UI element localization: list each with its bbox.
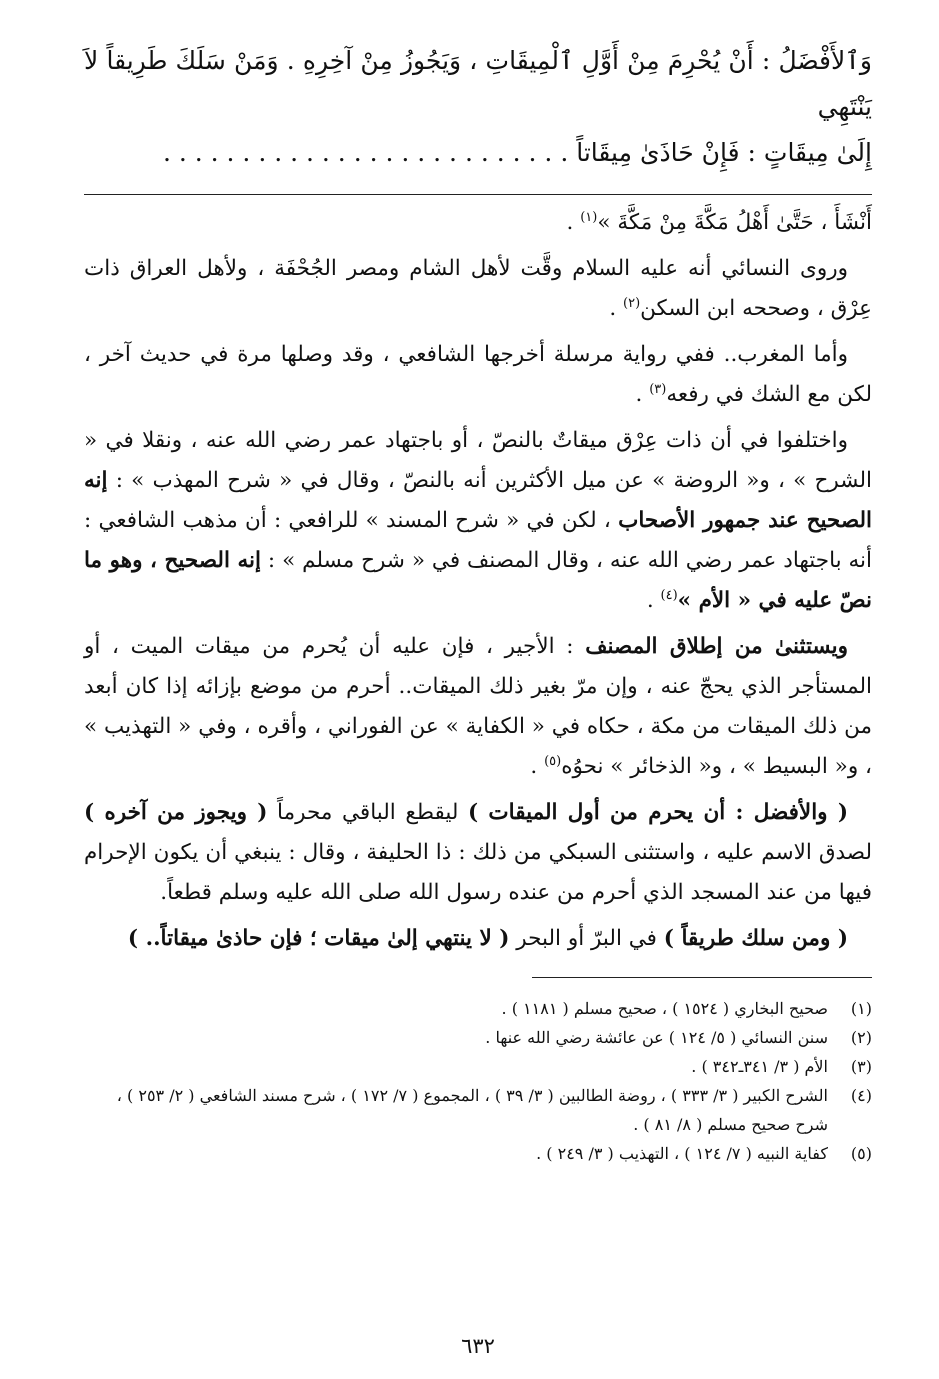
paragraph-text: وروى النسائي أنه عليه السلام وقَّت لأهل الشام ومصر الجُحْفَة ، ولأهل العراق ذات عِرْق ، وصححه ابن السكن bbox=[84, 256, 872, 321]
footnote-number: (٤) bbox=[850, 1086, 872, 1105]
footnote-item bbox=[84, 1081, 872, 1139]
footnotes bbox=[84, 994, 872, 1168]
matn-line-2 bbox=[84, 130, 872, 176]
bold-heading: ويستثنىٰ من إطلاق المصنف bbox=[585, 634, 848, 659]
footnote-item bbox=[84, 994, 872, 1023]
matn-divider bbox=[84, 194, 872, 195]
footnote-text: الشرح الكبير ( ٣/ ٣٣٣ ) ، روضة الطالبين ( ٣/ ٣٩ ) ، المجموع ( ٧/ ١٧٢ ) ، شرح مسند الشافعي ( ٢/ ٢٥٣ ) ، شرح صحيح مسلم ( ٨/ ٨١ ) . bbox=[116, 1086, 828, 1134]
commentary-paragraph-2 bbox=[84, 249, 872, 329]
footnote-number: (٣) bbox=[850, 1057, 872, 1076]
footnote-ref-2: (٢) bbox=[623, 295, 641, 311]
paragraph-end: . bbox=[646, 588, 661, 613]
footnote-item bbox=[84, 1023, 872, 1052]
commentary-paragraph-5 bbox=[84, 627, 872, 787]
paragraph-end: . bbox=[635, 382, 650, 407]
matn-quote: ( ومن سلك طريقاً ) bbox=[663, 926, 848, 951]
paragraph-end: . bbox=[530, 754, 545, 779]
footnote-ref-3: (٣) bbox=[649, 381, 667, 397]
footnote-number: (٥) bbox=[850, 1144, 872, 1163]
matn-line-2-text: إِلَىٰ مِيقَاتٍ : فَإِنْ حَاذَىٰ مِيقَاتاً . bbox=[560, 138, 872, 167]
matn-quote: ( ويجوز من آخره ) bbox=[84, 800, 268, 825]
footnote-text: الأم ( ٣/ ٣٤١ـ٣٤٢ ) . bbox=[691, 1057, 828, 1076]
commentary-paragraph-3 bbox=[84, 335, 872, 415]
matn-line-1: وَٱلأَفْضَلُ : أَنْ يُحْرِمَ مِنْ أَوَّلِ ٱلْمِيقَاتِ ، وَيَجُوزُ مِنْ آخِرِهِ . وَمَنْ سَلَكَ طَرِيقاً لاَ يَنْتَهِي bbox=[84, 46, 872, 121]
commentary-paragraph-4 bbox=[84, 421, 872, 621]
paragraph-text: ، لكن في « شرح المسند » للرافعي : أن مذهب الشافعي : أنه باجتهاد عمر رضي الله عنه ، وقال المصنف في « شرح مسلم » : bbox=[84, 508, 873, 573]
book-page bbox=[84, 38, 872, 1358]
page-number: ٦٣٢ bbox=[461, 1334, 495, 1358]
footnote-text: صحيح البخاري ( ١٥٢٤ ) ، صحيح مسلم ( ١١٨١ ) . bbox=[501, 999, 828, 1018]
paragraph-text: أَنْشَأَ ، حَتَّىٰ أَهْلُ مَكَّةَ مِنْ مَكَّةَ » bbox=[597, 210, 872, 235]
footnote-divider bbox=[532, 977, 872, 978]
footnote-item bbox=[84, 1052, 872, 1081]
footnote-ref-4: (٤) bbox=[660, 587, 678, 603]
footnote-number: (٢) bbox=[850, 1028, 872, 1047]
commentary-paragraph-6 bbox=[84, 793, 872, 913]
matn-quote: ( لا ينتهي إلىٰ ميقات ؛ فإن حاذىٰ ميقاتاً.. ) bbox=[127, 926, 510, 951]
footnote-text: كفاية النبيه ( ٧/ ١٢٤ ) ، التهذيب ( ٣/ ٢٤٩ ) . bbox=[536, 1144, 828, 1163]
paragraph-text: لصدق الاسم عليه ، واستثنى السبكي من ذلك : ذا الحليفة ، وقال : ينبغي أن يكون الإحرام فيها من عند المسجد الذي أحرم من عنده رسول الله صلى الله عليه وسلم قطعاً. bbox=[84, 840, 872, 905]
footnote-ref-5: (٥) bbox=[544, 753, 562, 769]
commentary-paragraph-1 bbox=[84, 203, 872, 243]
footnote-text: سنن النسائي ( ٥/ ١٢٤ ) عن عائشة رضي الله عنها . bbox=[485, 1028, 828, 1047]
commentary bbox=[84, 203, 872, 959]
matn-line-2-dots: . . . . . . . . . . . . . . . . . . . . . . . . . bbox=[162, 138, 553, 167]
commentary-paragraph-7 bbox=[84, 919, 872, 959]
matn-text bbox=[84, 38, 872, 176]
paragraph-text: في البرّ أو البحر bbox=[509, 926, 664, 951]
footnote-number: (١) bbox=[850, 999, 872, 1018]
footnote-ref-1: (١) bbox=[580, 209, 598, 225]
paragraph-text: : الأجير ، فإن عليه أن يُحرم من ميقات الميت ، أو المستأجر الذي يحجّ عنه ، وإن مرّ بغير ذلك الميقات.. أحرم من موضع بإزائه إذا كان أبعد من ذلك الميقات من مكة ، حكاه في « الكفاية » عن الفوراني ، وأقره ، وفي « التهذيب » ، و« البسيط » ، و« الذخائر » نحوُه bbox=[84, 634, 872, 779]
paragraph-end: . bbox=[609, 296, 624, 321]
bold-quote: إنه الصحيح عند جمهور الأصحاب bbox=[84, 468, 872, 533]
paragraph-text: وأما المغرب.. ففي رواية مرسلة أخرجها الشافعي ، وقد وصلها مرة في حديث آخر ، لكن مع الشك في رفعه bbox=[84, 342, 872, 407]
paragraph-end: . bbox=[566, 210, 581, 235]
bold-quote: إنه الصحيح ، وهو ما نصّ عليه في « الأم » bbox=[84, 548, 872, 613]
paragraph-text: ليقطع الباقي محرماً bbox=[267, 800, 468, 825]
footnote-item bbox=[84, 1139, 872, 1168]
matn-quote: ( والأفضل : أن يحرم من أول الميقات ) bbox=[467, 800, 848, 825]
paragraph-text: واختلفوا في أن ذات عِرْق ميقاتٌ بالنصّ ، أو باجتهاد عمر رضي الله عنه ، ونقلا في « الشرح » ، و« الروضة » عن ميل الأكثرين أنه بالنصّ ، وقال في « شرح المهذب » : bbox=[84, 428, 872, 493]
